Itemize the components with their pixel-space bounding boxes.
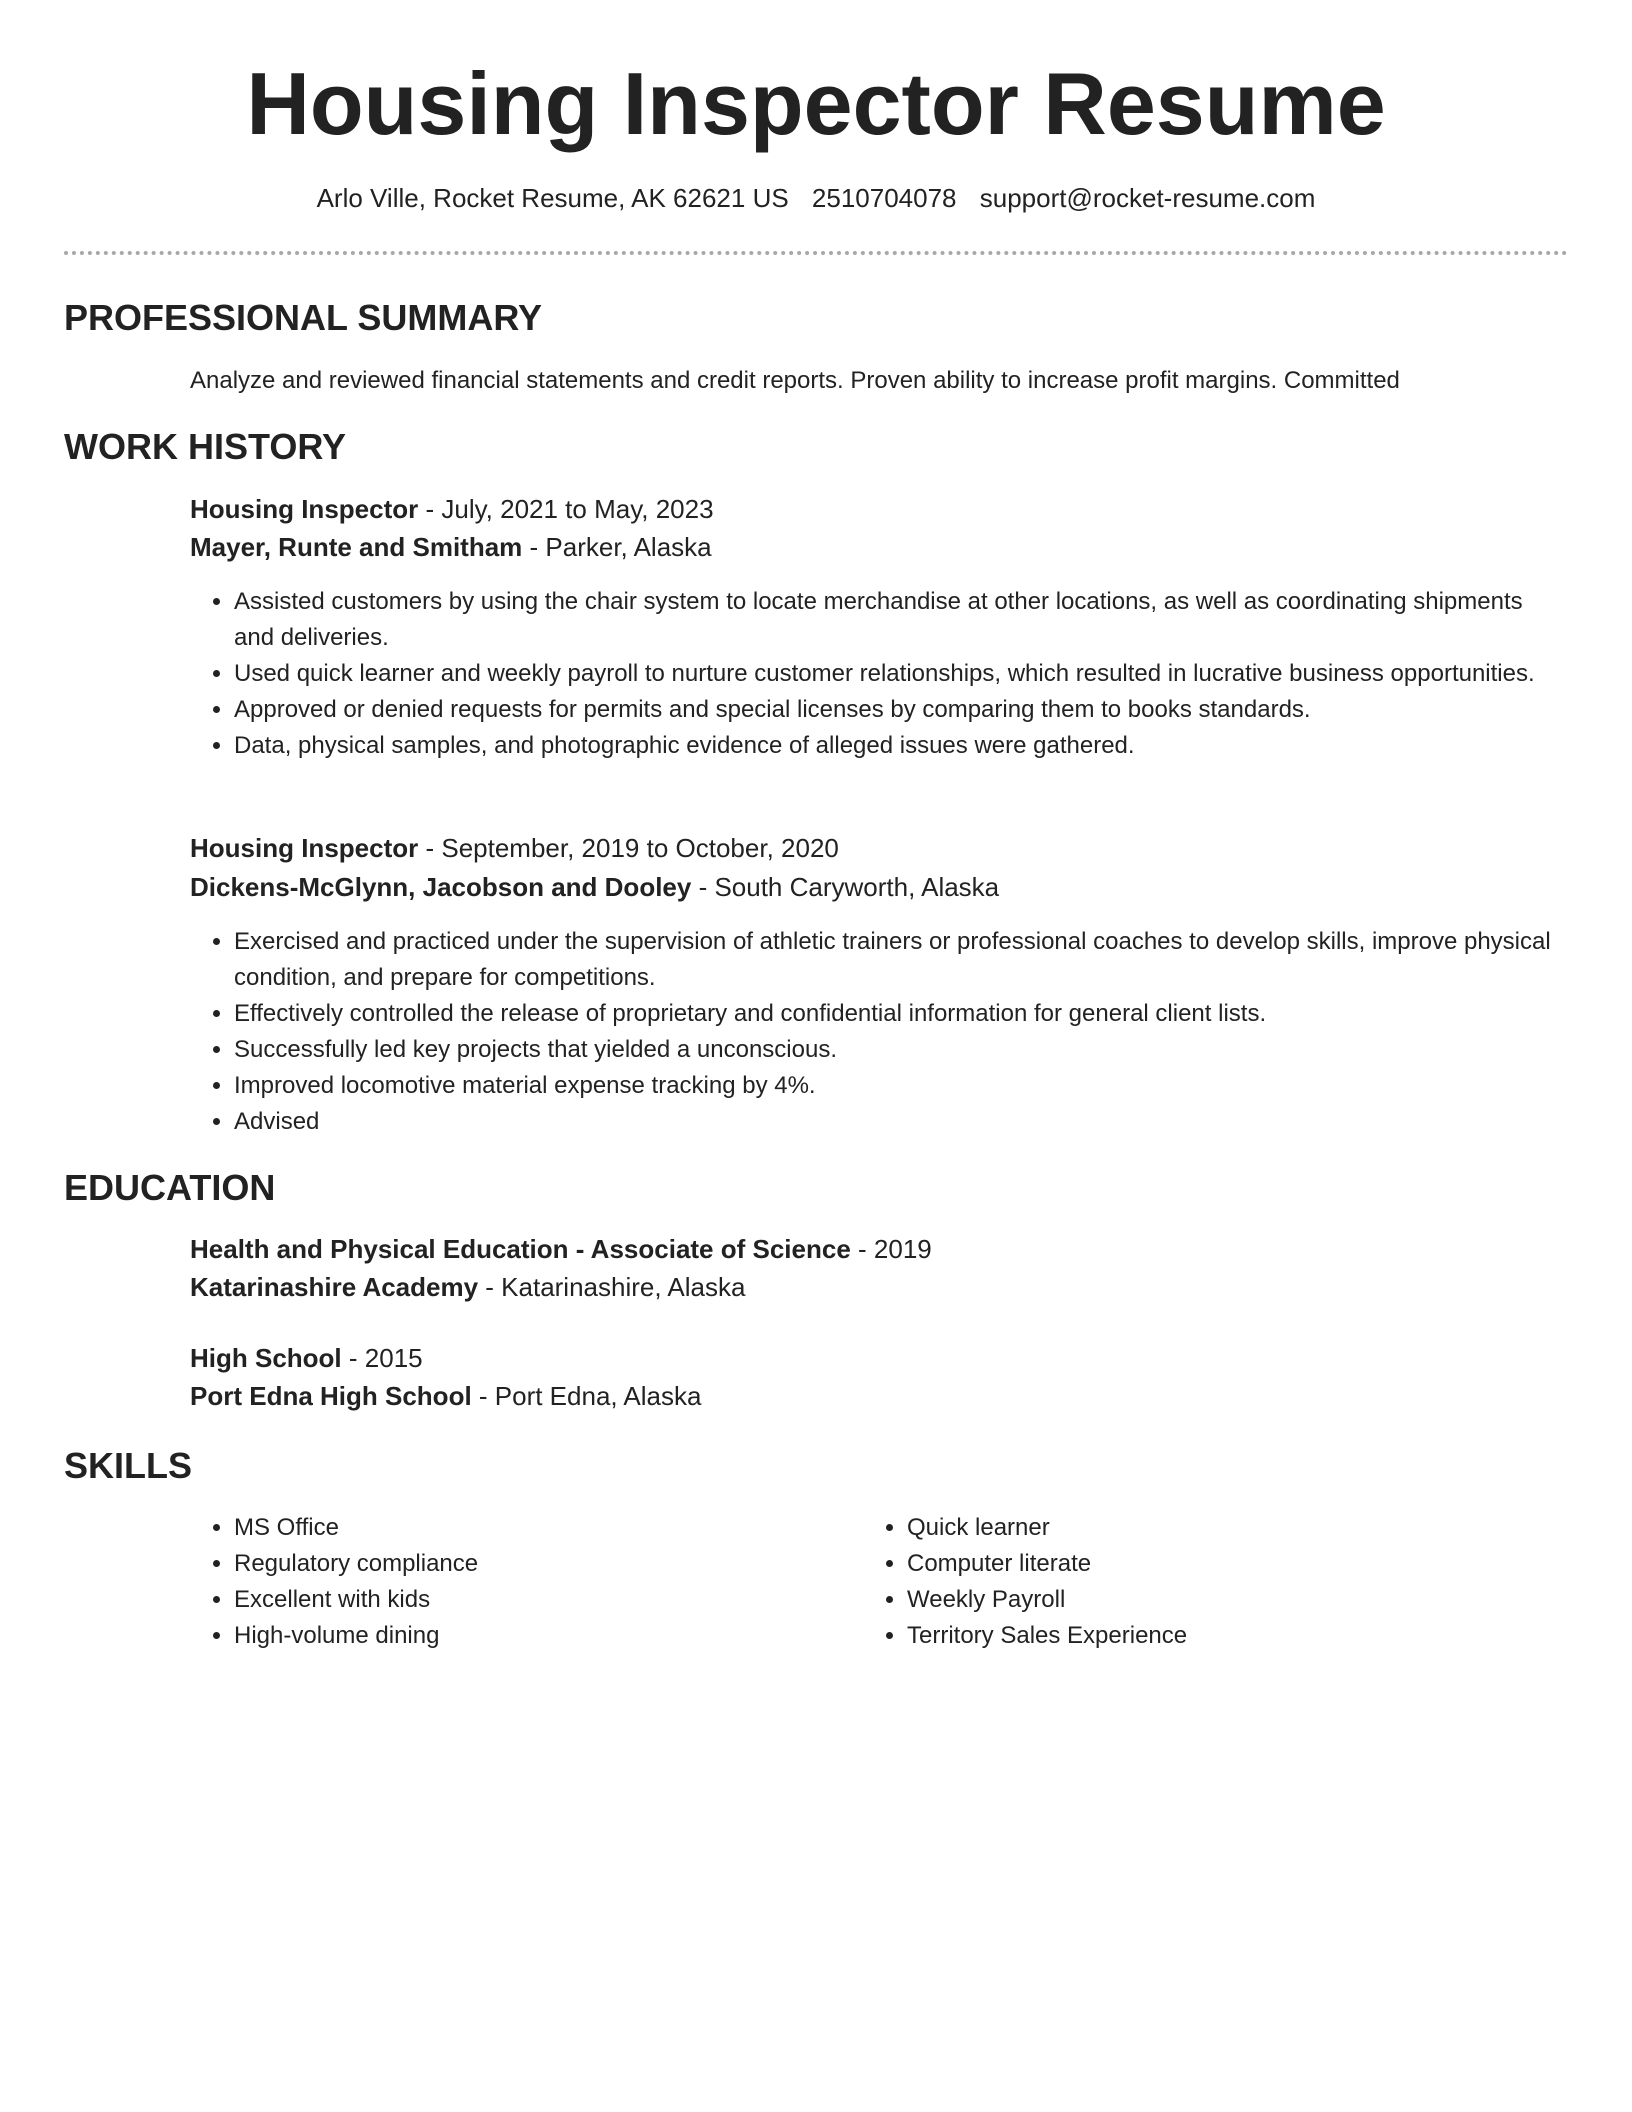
list-item: • Exercised and practiced under the supervision of athletic trainers or professional coaches to develop skills, improve physical condition, and prepare for competitions. (234, 924, 1564, 996)
job-1-location: - Parker, Alaska (522, 532, 712, 562)
list-item: • Advised (234, 1104, 1564, 1140)
edu-1-school-line (190, 1268, 1560, 1306)
job-2-location: - South Caryworth, Alaska (691, 872, 1000, 902)
job-1-dates: - July, 2021 to May, 2023 (418, 494, 714, 524)
list-item: • Quick learner (907, 1510, 1467, 1546)
list-item: • Computer literate (907, 1546, 1467, 1582)
contact-address: Arlo Ville, Rocket Resume, AK 62621 US (316, 183, 789, 213)
list-item: • High-volume dining (234, 1618, 794, 1654)
job-2-duties (190, 924, 1564, 1140)
job-1-company: Mayer, Runte and Smitham (190, 532, 523, 562)
edu-2-year: - 2015 (341, 1343, 423, 1373)
edu-2-degree: High School (190, 1343, 342, 1373)
contact-email: support@rocket-resume.com (979, 183, 1316, 213)
job-2-company-line (190, 868, 1560, 906)
edu-2-degree-line (190, 1339, 1560, 1377)
list-item: • Weekly Payroll (907, 1582, 1467, 1618)
summary-text: Analyze and reviewed financial statements and credit reports. Proven ability to increase profit margins. Committed (190, 367, 1400, 394)
job-2-title-line (190, 829, 1560, 867)
edu-1-location: - Katarinashire, Alaska (478, 1272, 746, 1302)
skills-list-left (190, 1510, 794, 1654)
list-item: • Regulatory compliance (234, 1546, 794, 1582)
header-divider (64, 251, 1568, 255)
job-2-title: Housing Inspector (190, 833, 419, 863)
list-item: • Used quick learner and weekly payroll to nurture customer relationships, which resulted in lucrative business opportunities. (234, 656, 1564, 692)
edu-2-school-line (190, 1377, 1560, 1415)
job-1-duties (190, 584, 1564, 764)
list-item: • Assisted customers by using the chair system to locate merchandise at other locations, as well as coordinating shipments and deliveries. (234, 584, 1564, 656)
edu-1-degree: Health and Physical Education - Associate of Science (190, 1234, 851, 1264)
list-item: • Data, physical samples, and photographic evidence of alleged issues were gathered. (234, 728, 1564, 764)
edu-2-location: - Port Edna, Alaska (471, 1381, 702, 1411)
edu-1-school: Katarinashire Academy (190, 1272, 479, 1302)
list-item: • Approved or denied requests for permits and special licenses by comparing them to books standards. (234, 692, 1564, 728)
job-1-company-line (190, 528, 1560, 566)
job-1-title: Housing Inspector (190, 494, 419, 524)
list-item: • Improved locomotive material expense tracking by 4%. (234, 1068, 1564, 1104)
summary-heading: PROFESSIONAL SUMMARY (64, 297, 543, 338)
edu-1-year: - 2019 (850, 1234, 932, 1264)
edu-1-degree-line (190, 1230, 1560, 1268)
job-2-dates: - September, 2019 to October, 2020 (418, 833, 839, 863)
list-item: • Effectively controlled the release of proprietary and confidential information for general client lists. (234, 996, 1564, 1032)
contact-line (0, 180, 1632, 216)
job-2-company: Dickens-McGlynn, Jacobson and Dooley (190, 872, 692, 902)
education-heading: EDUCATION (64, 1167, 276, 1208)
list-item: • Excellent with kids (234, 1582, 794, 1618)
contact-phone: 2510704078 (811, 183, 957, 213)
skills-list-right (863, 1510, 1467, 1654)
list-item: • Territory Sales Experience (907, 1618, 1467, 1654)
resume-title: Housing Inspector Resume (246, 54, 1386, 153)
job-1-title-line (190, 490, 1560, 528)
edu-2-school: Port Edna High School (190, 1381, 472, 1411)
work-history-heading: WORK HISTORY (64, 426, 347, 467)
list-item: • MS Office (234, 1510, 794, 1546)
skills-heading: SKILLS (64, 1445, 193, 1486)
list-item: • Successfully led key projects that yielded a unconscious. (234, 1032, 1564, 1068)
